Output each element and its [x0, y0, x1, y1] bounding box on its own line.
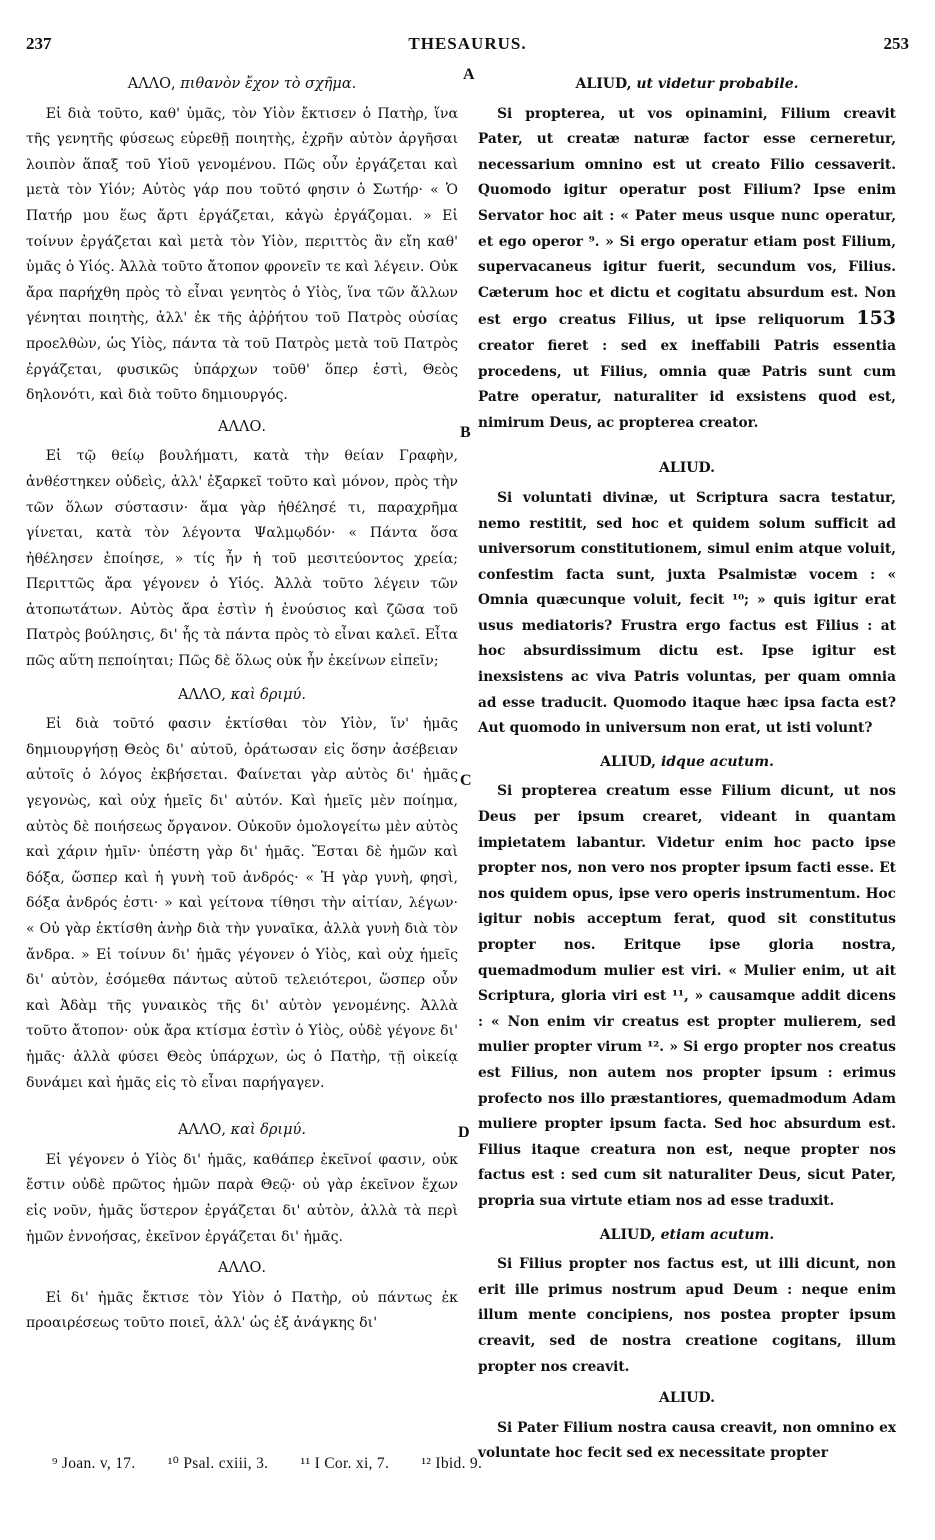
section-title: ΑΛΛΟ, καὶ δριμύ.	[178, 686, 306, 703]
latin-paragraph: Si propterea creatum esse Filium dicunt, ut nos Deus per ipsum crearet, videant in quantam impietatem labantur. Videtur enim hoc pacto ipse propter nos, non vero nos propter ipsum facti esse. Et nos quidem opus, ipse vero operis instrumentum. Hoc igitur nobis acceptum ferat, quod sit constitutus propter nos. Eritque ipse gloria nostra, quemadmodum mulier est viri. « Mulier enim, ut ait Scriptura, gloria viri est ¹¹, » causamque addit dicens : « Non enim vir creatus est propter mulierem, sed mulier propter virum ¹². » Si ergo propter nos creatus est Filius, non autem nos propter ipsum : erimus profecto nos illo præstantiores, quemadmodum Adam muliere propter ipsum facta. Sed hoc absurdum est. Filius itaque creatura non est, neque propter nos factus est : sed cum sit naturaliter Deus, sicut Pater, propria sua virtute etiam nos ad esse traduxit.	[478, 783, 896, 1209]
section-title: ALIUD.	[659, 460, 715, 477]
section-title: ΑΛΛΟ.	[218, 418, 266, 435]
greek-paragraph: Εἰ διὰ τοῦτο, καθ' ὑμᾶς, τὸν Υἱὸν ἔκτισεν ὁ Πατὴρ, ἵνα τῆς γενητῆς φύσεως εὑρεθῇ ποιητὴς, ἐχρῆν αὐτὸν ἀργῆσαι λοιπὸν ἅπαξ τοῦ Υἱοῦ γενομένου. Πῶς οὖν ἐργάζεται καὶ μετὰ τὸν Υἱόν; Αὐτὸς γάρ που τοῦτό φησιν ὁ Σωτήρ· « Ὁ Πατήρ μου ἕως ἄρτι ἐργάζεται, κἀγὼ ἐργάζομαι. » Εἰ τοίνυν ἐργάζεται καὶ μετὰ τὸν Υἱὸν, περιττὸς ἂν εἴη καθ' ὑμᾶς ὁ Υἱός. Ἀλλὰ τοῦτο ἄτοπον φρονεῖν τε καὶ λέγειν. Οὐκ ἄρα παρήχθη πρὸς τὸ εἶναι γενητὸς ὁ Υἱὸς, ἵνα τῶν ἄλλων γένηται ποιητὴς, ἀλλ' ἐκ τῆς ἀῤῥήτου τοῦ Πατρὸς οὐσίας προελθὼν, ὡς Υἱὸς, πάντα τὰ τοῦ Πατρὸς μετὰ τοῦ Πατρὸς ἐργάζεται, φυσικῶς ὑπάρχων τοῦθ' ὅπερ ἐστὶ, Θεὸς δηλονότι, καὶ διὰ τοῦτο δημιουργός.	[26, 105, 458, 404]
right-page-number: 253	[883, 34, 909, 53]
greek-column	[26, 66, 458, 1337]
margin-marker-a: A	[463, 66, 475, 83]
footnotes	[52, 1454, 912, 1473]
footnote: ¹⁰ Psal. cxiii, 3.	[167, 1455, 269, 1472]
greek-paragraph: Εἰ γέγονεν ὁ Υἱὸς δι' ἡμᾶς, καθάπερ ἐκεῖνοί φασιν, οὐκ ἔστιν οὐδὲ πρῶτος ἡμῶν παρὰ Θεῷ· οὐ γὰρ ἐκεῖνον ἔχων εἰς νοῦν, ἡμᾶς ὕστερον ἐργάζεται δι' αὐτὸν, ἀλλὰ τὰ περὶ ἡμῶν ἐννοήσας, ἐκεῖνον ἐργάζεται δι' ἡμᾶς.	[26, 1151, 458, 1245]
footnote: ¹² Ibid. 9.	[421, 1455, 483, 1472]
section-title: ALIUD.	[659, 1390, 715, 1407]
greek-paragraph: Εἰ τῷ θείῳ βουλήματι, κατὰ τὴν θείαν Γραφὴν, ἀνθέστηκεν οὐδεὶς, ἀλλ' ἐξαρκεῖ τοῦτο καὶ μόνον, πρὸς τὴν τῶν ὅλων σύστασιν· ἅμα γὰρ ἠθέλησέ τι, παραχρῆμα γίνεται, κατὰ τὸν λέγοντα Ψαλμῳδόν· « Πάντα ὅσα ἠθέλησεν ἐποίησε, » τίς ἦν ἡ τοῦ μεσιτεύοντος χρεία; Περιττῶς ἄρα γέγονεν ὁ Υἱός. Ἀλλὰ τοῦτο λέγειν τῶν ἀτοπωτάτων. Αὐτὸς ἄρα ἐστὶν ἡ ἐνούσιος καὶ ζῶσα τοῦ Πατρὸς βούλησις, δι' ἧς τὰ πάντα πρὸς τὸ εἶναι καλεῖ. Εἶτα πῶς αὕτη πεποίηται; Πῶς δὲ ὅλως οὐκ ἦν ἐκείνων εἰπεῖν;	[26, 448, 458, 670]
latin-paragraph: Si Filius propter nos factus est, ut illi dicunt, non erit ille primus nostrum apud Deum : neque enim illum mente concipiens, nos postea propter ipsum creavit, sed de nostra creatione cogitans, illum propter nos creavit.	[478, 1256, 896, 1375]
footnote: ¹¹ I Cor. xi, 7.	[300, 1455, 390, 1472]
section-title: ΑΛΛΟ.	[218, 1260, 266, 1277]
footnote: ⁹ Joan. v, 17.	[52, 1455, 136, 1472]
latin-column	[478, 66, 896, 1467]
latin-paragraph: Si voluntati divinæ, ut Scriptura sacra testatur, nemo restitit, sed hoc et quidem solum sufficit ad universorum constitutionem, simul enim atque voluit, confestim facta sunt, juxta Psalmistæ vocem : « Omnia quæcunque voluit, fecit ¹⁰; » quis igitur erat usus mediatoris? Frustra ergo factus est Filius : at hoc absurdissimum dictu est. Ipse igitur est inexsistens ac viva Patris voluntas, per quam omnia ad esse traducit. Quomodo itaque hæc ipsa facta est? Aut quomodo in universum non erat, ut isti volunt?	[478, 489, 896, 737]
margin-marker-b: B	[460, 424, 471, 441]
section-title: ALIUD, etiam acutum.	[599, 1226, 775, 1243]
running-title: THESAURUS.	[408, 34, 527, 53]
margin-marker-d: D	[458, 1124, 470, 1141]
section-title: ALIUD, ut videtur probabile.	[575, 76, 799, 92]
column-number: 153	[856, 307, 897, 330]
margin-marker-c: C	[460, 772, 472, 789]
latin-paragraph: Si Pater Filium nostra causa creavit, non omnino ex voluntate hoc fecit sed ex necessitate propter	[478, 1419, 896, 1462]
left-page-number: 237	[26, 34, 52, 53]
section-title: ΑΛΛΟ, πιθανὸν ἔχον τὸ σχῆμα.	[127, 76, 357, 92]
greek-paragraph: Εἰ δι' ἡμᾶς ἔκτισε τὸν Υἱὸν ὁ Πατὴρ, οὐ πάντως ἐκ προαιρέσεως τοῦτο ποιεῖ, ἀλλ' ὡς ἐξ ἀνάγκης δι'	[26, 1289, 458, 1332]
section-title: ALIUD, idque acutum.	[600, 753, 774, 770]
section-title: ΑΛΛΟ, καὶ δριμύ.	[178, 1122, 306, 1139]
latin-paragraph: Si propterea, ut vos opinamini, Filium creavit Pater, ut creatæ naturæ factor esse cerneretur, necessarium omnino est ut creato Filio cessaverit. Quomodo igitur operatur post Filium? Ipse enim Servator hoc ait : « Pater meus usque nunc operatur, et ego operor ⁹. » Si ergo operatur etiam post Filium, supervacaneus igitur fuerit, secundum vos, Filius. Cæterum hoc et dictu et cogitatu absurdum est. Non est ergo creatus Filius, ut ipse reliquorum 153 creator fieret : sed ex ineffabili Patris essentia procedens, ut Filius, omnia quæ Patris sunt cum Patre operatur, naturaliter id exsistens quod est, nimirum Deus, ac propterea creator.	[478, 105, 897, 431]
greek-paragraph: Εἰ διὰ τοῦτό φασιν ἐκτίσθαι τὸν Υἱὸν, ἵν' ἡμᾶς δημιουργήσῃ Θεὸς δι' αὐτοῦ, ὁράτωσαν εἰς ὅσην ἀσέβειαν αὐτοῖς ὁ λόγος ἐκβήσεται. Φαίνεται γὰρ αὐτὸς δι' ἡμᾶς γεγονὼς, καὶ οὐχ ἡμεῖς δι' αὐτόν. Καὶ ἡμεῖς μὲν ποίημα, αὐτὸς δὲ ποιήσεως ὄργανον. Οὐκοῦν ὁμολογείτω μὲν αὐτὸς καὶ χάριν ἡμῖν· ὑπέστη γὰρ δι' ἡμᾶς. Ἔσται δὲ ἡμῶν καὶ δόξα, ὥσπερ καὶ ἡ γυνὴ τοῦ ἀνδρός· « Ἡ γὰρ γυνὴ, φησὶ, δόξα ἀνδρός ἐστι· » καὶ γείτονα τίθησι τὴν αἰτίαν, λέγων· « Οὐ γὰρ ἐκτίσθη ἀνὴρ διὰ τὴν γυναῖκα, ἀλλὰ γυνὴ διὰ τὸν ἄνδρα. » Εἰ τοίνυν δι' ἡμᾶς γέγονεν ὁ Υἱὸς, καὶ οὐχ ἡμεῖς δι' αὐτὸν, ἐσόμεθα πάντως αὐτοῦ τελειότεροι, ὥσπερ οὖν καὶ Ἀδὰμ τῆς γυναικὸς τῆς δι' αὐτὸν γενομένης. Ἀλλὰ τοῦτο ἄτοπον· οὐκ ἄρα κτίσμα ἐστὶν ὁ Υἱὸς, οὐδὲ γέγονε δι' ἡμᾶς· ἀλλὰ φύσει Θεὸς ὑπάρχων, ὡς ὁ Πατὴρ, τῇ οἰκείᾳ δυνάμει καὶ ἡμᾶς εἰς τὸ εἶναι παρήγαγεν.	[26, 716, 458, 1091]
page-header	[26, 34, 909, 58]
